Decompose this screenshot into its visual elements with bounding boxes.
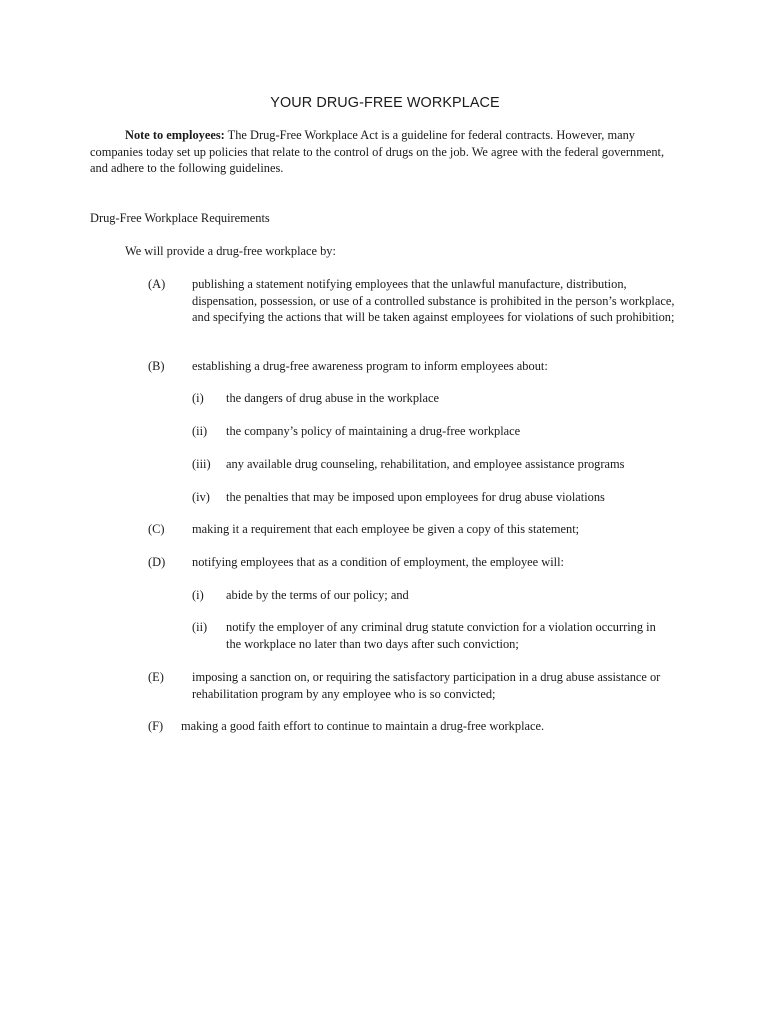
sub-item-label: (ii)	[192, 620, 208, 634]
intro-text: We will provide a drug-free workplace by:	[125, 244, 336, 258]
item-label: (D)	[148, 555, 166, 569]
item-text: notifying employees that as a condition of employment, the employee will:	[192, 555, 564, 569]
sub-item-label: (i)	[192, 391, 204, 405]
sub-item-label: (iii)	[192, 457, 211, 471]
sub-item-label: (ii)	[192, 424, 208, 438]
sub-item-label: (iv)	[192, 490, 210, 504]
item-text: making a good faith effort to continue to maintain a drug-free workplace.	[181, 719, 545, 733]
sub-item-label: (i)	[192, 588, 204, 602]
note-label: Note to employees:	[125, 128, 225, 142]
note-paragraph	[90, 127, 680, 177]
sub-item-text: any available drug counseling, rehabilitation, and employee assistance programs	[226, 457, 625, 471]
item-label: (B)	[148, 359, 165, 373]
item-label: (F)	[148, 719, 164, 733]
section-heading: Drug-Free Workplace Requirements	[90, 211, 270, 225]
sub-item-text: the penalties that may be imposed upon employees for drug abuse violations	[226, 490, 605, 504]
sub-item-text: the dangers of drug abuse in the workplace	[226, 391, 439, 405]
item-text: making it a requirement that each employee be given a copy of this statement;	[192, 522, 580, 536]
item-label: (C)	[148, 522, 165, 536]
sub-item-text: abide by the terms of our policy; and	[226, 588, 409, 602]
document-title: YOUR DRUG-FREE WORKPLACE	[270, 95, 500, 111]
sub-item-text: the company’s policy of maintaining a drug-free workplace	[226, 424, 521, 438]
sub-item-text: notify the employer of any criminal drug statute conviction for a violation occurring in the workplace no later than two days after such conviction;	[226, 620, 656, 651]
item-text: imposing a sanction on, or requiring the satisfactory participation in a drug abuse assistance or rehabilitation program by any employee who is so convicted;	[192, 670, 661, 701]
item-text: establishing a drug-free awareness program to inform employees about:	[192, 359, 548, 373]
item-label: (E)	[148, 670, 164, 684]
item-text: publishing a statement notifying employees that the unlawful manufacture, distribution, dispensation, possession, or use of a controlled substance is prohibited in the person’s workplace, and specifying the actions that will be taken against employees for violations of such prohibition;	[192, 277, 675, 324]
item-label: (A)	[148, 277, 166, 291]
note-text: The Drug-Free Workplace Act is a guideline for federal contracts. However, many companies today set up policies that relate to the control of drugs on the job. We agree with the federal government, and adhere to the following guidelines.	[90, 128, 665, 175]
